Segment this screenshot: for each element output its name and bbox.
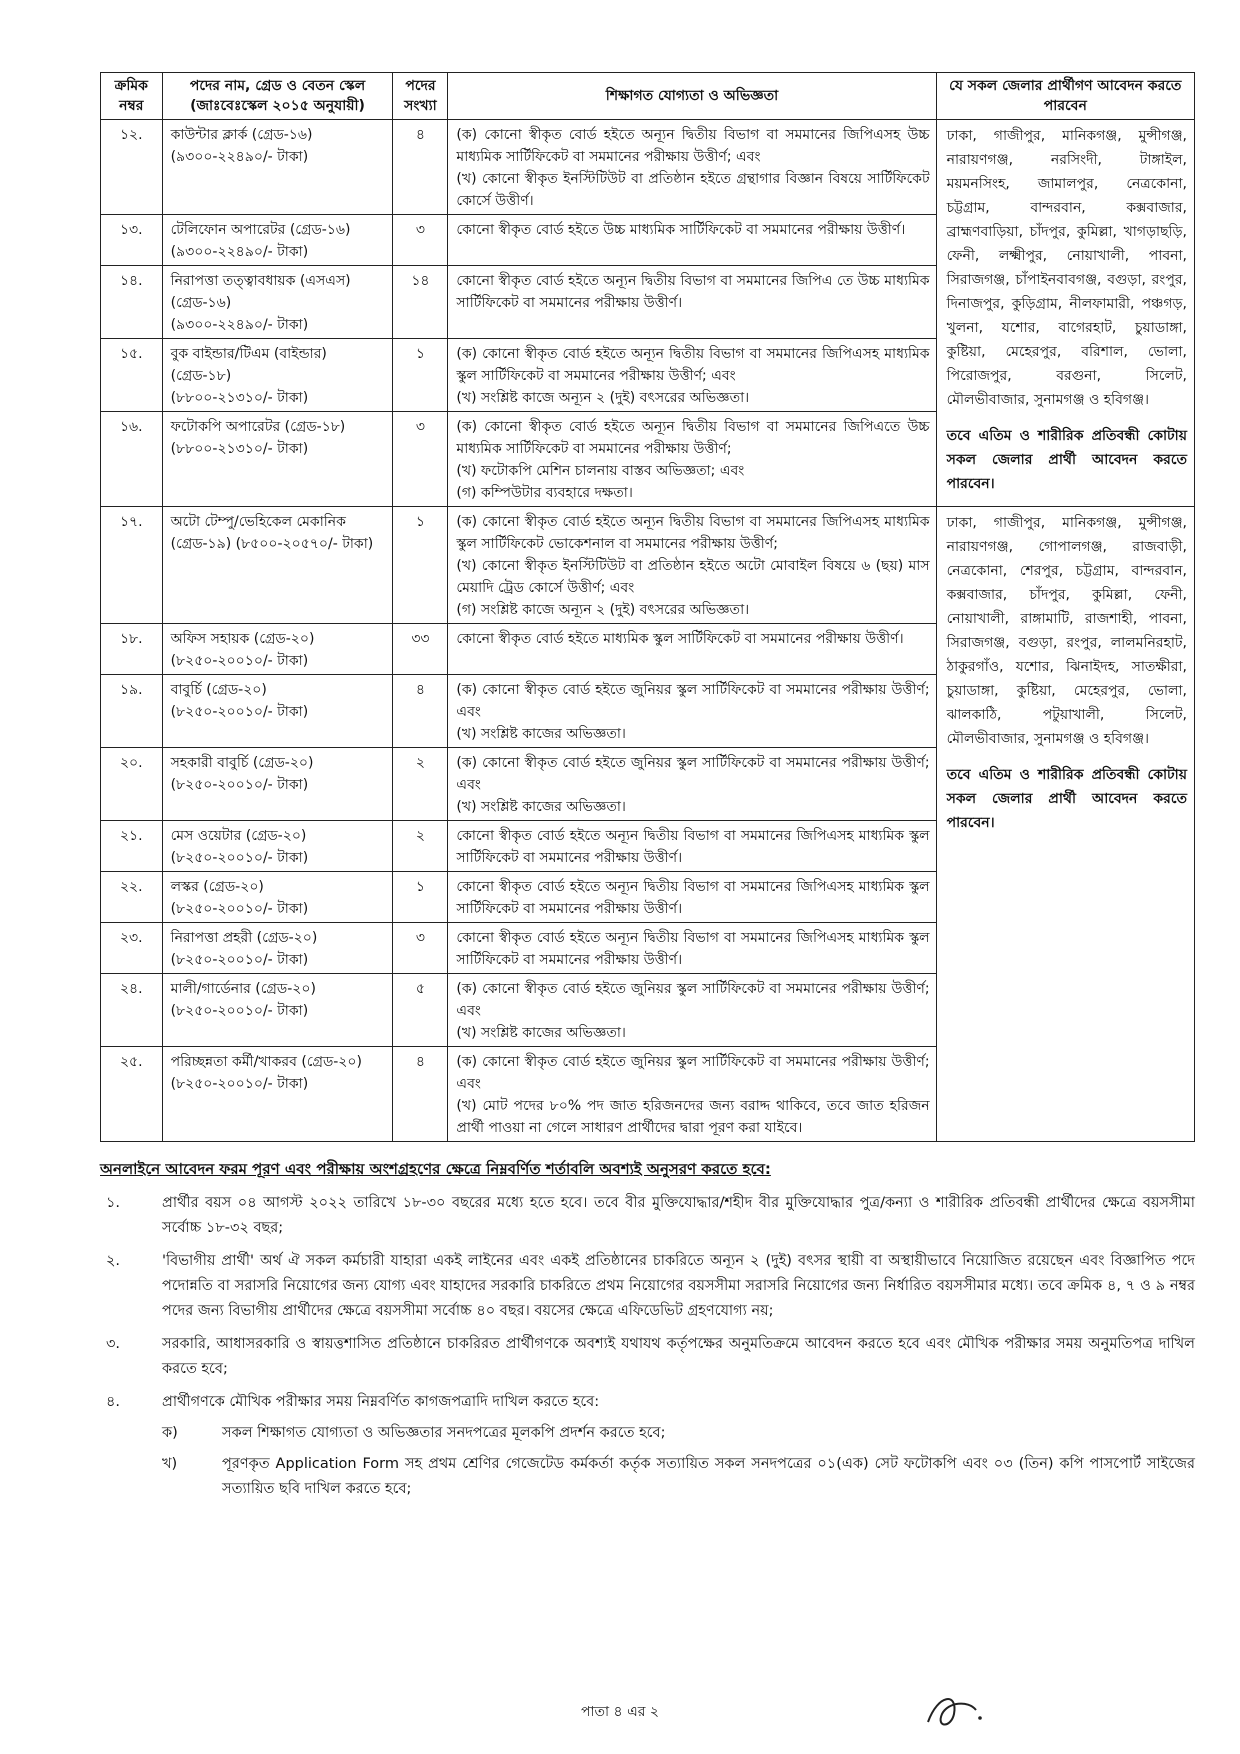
term-text: প্রার্থীগণকে মৌখিক পরীক্ষার সময় নিম্নবর্ণিত কাগজপত্রাদি দাখিল করতে হবে:	[162, 1394, 600, 1410]
term-item	[100, 1191, 1195, 1241]
qualification-line: (ক) কোনো স্বীকৃত বোর্ড হইতে অন্যূন দ্বিতীয় বিভাগ বা সমমানের জিপিএতে উচ্চ মাধ্যমিক সার্টিফিকেট বা সমমানের পরীক্ষায় উত্তীর্ণ;	[456, 419, 930, 457]
term-item	[100, 1249, 1195, 1324]
qualification-line: (খ) সংশ্লিষ্ট কাজের অভিজ্ঞতা।	[456, 1025, 626, 1041]
post-cell	[162, 266, 393, 339]
pay-scale: (৯৩০০-২২৪৯০/- টাকা)	[170, 317, 309, 333]
qualification-line: কোনো স্বীকৃত বোর্ড হইতে অন্যূন দ্বিতীয় বিভাগ বা সমমানের জিপিএসহ মাধ্যমিক স্কুল সার্টিফিকেট বা সমমানের পরীক্ষায় উত্তীর্ণ।	[456, 879, 930, 917]
serial-cell: ২২.	[101, 872, 163, 923]
pay-scale: (৮২৫০-২০০১০/- টাকা)	[170, 1003, 309, 1019]
jobs-table	[100, 72, 1195, 1142]
term-number: ১.	[106, 1195, 121, 1211]
serial-cell: ২৫.	[101, 1047, 163, 1142]
header-serial: ক্রমিক নম্বর	[101, 73, 163, 120]
post-cell	[162, 507, 393, 624]
serial-cell: ২১.	[101, 821, 163, 872]
header-qualification: শিক্ষাগত যোগ্যতা ও অভিজ্ঞতা	[448, 73, 936, 120]
districts-cell	[936, 120, 1194, 507]
districts-list: ঢাকা, গাজীপুর, মানিকগঞ্জ, মুন্সীগঞ্জ, নারায়ণগঞ্জ, গোপালগঞ্জ, রাজবাড়ী, নেত্রকোনা, শেরপুর, চট্টগ্রাম, বান্দরবান, কক্সবাজার, চাঁদপুর, কুমিল্লা, ফেনী, নোয়াখালী, রাঙ্গামাটি, রাজশাহী, পাবনা, সিরাজগঞ্জ, বগুড়া, রংপুর, লালমনিরহাট, ঠাকুরগাঁও, যশোর, ঝিনাইদহ, সাতক্ষীরা, চুয়াডাঙ্গা, কুষ্টিয়া, মেহেরপুর, ভোলা, ঝালকাঠি, পটুয়াখালী, সিলেট, মৌলভীবাজার, সুনামগঞ্জ ও হবিগঞ্জ।	[946, 515, 1187, 747]
term-item	[100, 1390, 1195, 1415]
serial-cell: ১৭.	[101, 507, 163, 624]
jobs-table-body	[101, 120, 1195, 1142]
post-name: নিরাপত্তা তত্ত্বাবধায়ক (এসএস) (গ্রেড-১৬)	[170, 273, 351, 311]
header-post: পদের নাম, গ্রেড ও বেতন স্কেল (জাঃবেঃস্কেল ২০১৫ অনুযায়ী)	[162, 73, 393, 120]
header-count: পদের সংখ্যা	[393, 73, 448, 120]
serial-cell: ১২.	[101, 120, 163, 215]
qualification-line: (ক) কোনো স্বীকৃত বোর্ড হইতে জুনিয়র স্কুল সার্টিফিকেট বা সমমানের পরীক্ষায় উত্তীর্ণ; এবং	[456, 1054, 930, 1092]
subterm-item	[100, 1421, 1195, 1446]
post-cell	[162, 339, 393, 412]
post-name: অফিস সহায়ক (গ্রেড-২০)	[170, 631, 315, 647]
post-count-cell: ২	[393, 821, 448, 872]
qualification-line: (খ) ফটোকপি মেশিন চালনায় বাস্তব অভিজ্ঞতা; এবং	[456, 463, 745, 479]
serial-cell: ২৩.	[101, 923, 163, 974]
qualification-line: (খ) সংশ্লিষ্ট কাজের অভিজ্ঞতা।	[456, 726, 626, 742]
post-count-cell: ৩৩	[393, 624, 448, 675]
qualification-cell	[448, 748, 936, 821]
serial-cell: ১৫.	[101, 339, 163, 412]
post-cell	[162, 821, 393, 872]
post-count-cell: ১	[393, 507, 448, 624]
pay-scale: (৮২৫০-২০০১০/- টাকা)	[170, 850, 309, 866]
terms-sublist	[100, 1421, 1195, 1502]
header-districts: যে সকল জেলার প্রার্থীগণ আবেদন করতে পারবেন	[936, 73, 1194, 120]
post-cell	[162, 748, 393, 821]
post-count-cell: ৪	[393, 1047, 448, 1142]
document-page	[100, 72, 1195, 1502]
qualification-cell	[448, 1047, 936, 1142]
table-row	[101, 507, 1195, 624]
qualification-line: (গ) কম্পিউটার ব্যবহারে দক্ষতা।	[456, 485, 633, 501]
qualification-cell	[448, 624, 936, 675]
qualification-line: কোনো স্বীকৃত বোর্ড হইতে অন্যূন দ্বিতীয় বিভাগ বা সমমানের জিপিএ তে উচ্চ মাধ্যমিক সার্টিফিকেট বা সমমানের পরীক্ষায় উত্তীর্ণ।	[456, 273, 930, 311]
post-cell	[162, 1047, 393, 1142]
qualification-line: (খ) কোনো স্বীকৃত ইনস্টিটিউট বা প্রতিষ্ঠান হইতে অটো মোবাইল বিষয়ে ৬ (ছয়) মাস মেয়াদি ট্রেড কোর্সে উত্তীর্ণ; এবং	[456, 558, 930, 596]
post-cell	[162, 412, 393, 507]
qualification-cell	[448, 507, 936, 624]
serial-cell: ১৮.	[101, 624, 163, 675]
post-cell	[162, 215, 393, 266]
terms-list	[100, 1191, 1195, 1415]
subterm-item	[100, 1452, 1195, 1502]
qualification-cell	[448, 120, 936, 215]
qualification-line: কোনো স্বীকৃত বোর্ড হইতে অন্যূন দ্বিতীয় বিভাগ বা সমমানের জিপিএসহ মাধ্যমিক স্কুল সার্টিফিকেট বা সমমানের পরীক্ষায় উত্তীর্ণ।	[456, 828, 930, 866]
serial-cell: ১৪.	[101, 266, 163, 339]
quota-note: তবে এতিম ও শারীরিক প্রতিবন্ধী কোটায় সকল জেলার প্রার্থী আবেদন করতে পারবেন।	[946, 428, 1187, 492]
qualification-cell	[448, 266, 936, 339]
post-cell	[162, 872, 393, 923]
subterm-number: খ)	[162, 1456, 178, 1472]
qualification-cell	[448, 923, 936, 974]
serial-cell: ১৩.	[101, 215, 163, 266]
post-count-cell: ১	[393, 339, 448, 412]
districts-cell	[936, 507, 1194, 1142]
qualification-line: কোনো স্বীকৃত বোর্ড হইতে মাধ্যমিক স্কুল সার্টিফিকেট বা সমমানের পরীক্ষায় উত্তীর্ণ।	[456, 631, 904, 647]
post-name: মালী/গার্ডেনার (গ্রেড-২০)	[170, 981, 316, 997]
pay-scale: (৮২৫০-২০০১০/- টাকা)	[170, 952, 309, 968]
post-count-cell: ২	[393, 748, 448, 821]
qualification-cell	[448, 412, 936, 507]
post-name: নিরাপত্তা প্রহরী (গ্রেড-২০)	[170, 930, 318, 946]
post-cell	[162, 974, 393, 1047]
post-name: অটো টেম্পু/ভেহিকেল মেকানিক	[170, 514, 346, 530]
table-row	[101, 120, 1195, 215]
signature-icon	[918, 1684, 988, 1734]
serial-cell: ২০.	[101, 748, 163, 821]
qualification-line: (ক) কোনো স্বীকৃত বোর্ড হইতে অন্যূন দ্বিতীয় বিভাগ বা সমমানের জিপিএসহ মাধ্যমিক স্কুল সার্টিফিকেট বা সমমানের পরীক্ষায় উত্তীর্ণ; এবং	[456, 346, 930, 384]
pay-scale: (৮২৫০-২০০১০/- টাকা)	[170, 777, 309, 793]
post-count-cell: ৩	[393, 923, 448, 974]
post-count-cell: ৩	[393, 215, 448, 266]
serial-cell: ১৯.	[101, 675, 163, 748]
term-number: ৩.	[106, 1336, 121, 1352]
terms-heading: অনলাইনে আবেদন ফরম পূরণ এবং পরীক্ষায় অংশগ্রহণের ক্ষেত্রে নিম্নবর্ণিত শর্তাবলি অবশ্যই অনুসরণ করতে হবে:	[100, 1160, 771, 1178]
post-count-cell: ৪	[393, 675, 448, 748]
post-name: মেস ওয়েটার (গ্রেড-২০)	[170, 828, 307, 844]
qualification-line: কোনো স্বীকৃত বোর্ড হইতে উচ্চ মাধ্যমিক সার্টিফিকেট বা সমমানের পরীক্ষায় উত্তীর্ণ।	[456, 222, 906, 238]
qualification-line: (ক) কোনো স্বীকৃত বোর্ড হইতে জুনিয়র স্কুল সার্টিফিকেট বা সমমানের পরীক্ষায় উত্তীর্ণ; এবং	[456, 981, 930, 1019]
qualification-line: (খ) সংশ্লিষ্ট কাজে অন্যূন ২ (দুই) বৎসরের অভিজ্ঞতা।	[456, 390, 750, 406]
table-header-row	[101, 73, 1195, 120]
term-number: ৪.	[106, 1394, 121, 1410]
post-name: কাউন্টার ক্লার্ক (গ্রেড-১৬)	[170, 127, 313, 143]
term-text: 'বিভাগীয় প্রার্থী' অর্থ ঐ সকল কর্মচারী যাহারা একই লাইনের এবং একই প্রতিষ্ঠানের চাকরিতে অন্যূন ২ (দুই) বৎসর স্থায়ী বা অস্থায়ীভাবে নিয়োজিত রয়েছেন এবং বিজ্ঞাপিত পদে পদোন্নতি বা সরাসরি নিয়োগের জন্য যোগ্য এবং যাহাদের সরকারি চাকরিতে প্রথম নিয়োগের বয়সসীমা সরাসরি নিয়োগের জন্য নির্ধারিত বয়সসীমার মধ্যে। তবে ক্রমিক ৪, ৭ ও ৯ নম্বর পদের জন্য বিভাগীয় প্রার্থীদের ক্ষেত্রে বয়সসীমা সর্বোচ্চ ৪০ বছর। বয়সের ক্ষেত্রে এফিডেভিট গ্রহণযোগ্য নয়;	[162, 1253, 1195, 1319]
quota-note: তবে এতিম ও শারীরিক প্রতিবন্ধী কোটায় সকল জেলার প্রার্থী আবেদন করতে পারবেন।	[946, 767, 1187, 831]
post-count-cell: ১৪	[393, 266, 448, 339]
districts-list: ঢাকা, গাজীপুর, মানিকগঞ্জ, মুন্সীগঞ্জ, নারায়ণগঞ্জ, নরসিংদী, টাঙ্গাইল, ময়মনসিংহ, জামালপুর, নেত্রকোনা, চট্টগ্রাম, বান্দরবান, কক্সবাজার, ব্রাহ্মণবাড়িয়া, চাঁদপুর, কুমিল্লা, খাগড়াছড়ি, ফেনী, লক্ষ্মীপুর, নোয়াখালী, পাবনা, সিরাজগঞ্জ, চাঁপাইনবাবগঞ্জ, বগুড়া, রংপুর, দিনাজপুর, কুড়িগ্রাম, নীলফামারী, পঞ্চগড়, খুলনা, যশোর, বাগেরহাট, চুয়াডাঙ্গা, কুষ্টিয়া, মেহেরপুর, বরিশাল, ভোলা, পিরোজপুর, বরগুনা, সিলেট, মৌলভীবাজার, সুনামগঞ্জ ও হবিগঞ্জ।	[946, 128, 1187, 408]
qualification-cell	[448, 821, 936, 872]
page-number: পাতা ৪ এর ২	[580, 1704, 660, 1720]
post-name: বাবুর্চি (গ্রেড-২০)	[170, 682, 267, 698]
qualification-cell	[448, 215, 936, 266]
term-number: ২.	[106, 1253, 121, 1269]
qualification-cell	[448, 339, 936, 412]
post-name: ফটোকপি অপারেটর (গ্রেড-১৮)	[170, 419, 346, 435]
post-name: সহকারী বাবুর্চি (গ্রেড-২০)	[170, 755, 314, 771]
post-count-cell: ৩	[393, 412, 448, 507]
qualification-cell	[448, 872, 936, 923]
post-count-cell: ১	[393, 872, 448, 923]
term-text: সরকারি, আধাসরকারি ও স্বায়ত্তশাসিত প্রতিষ্ঠানে চাকরিরত প্রার্থীগণকে অবশ্যই যথাযথ কর্তৃপক্ষের অনুমতিক্রমে আবেদন করতে হবে এবং মৌখিক পরীক্ষার সময় অনুমতিপত্র দাখিল করতে হবে;	[162, 1336, 1195, 1377]
post-name: টেলিফোন অপারেটর (গ্রেড-১৬)	[170, 222, 351, 238]
post-name: বুক বাইন্ডার/টিএম (বাইন্ডার) (গ্রেড-১৮)	[170, 346, 327, 384]
qualification-line: (ক) কোনো স্বীকৃত বোর্ড হইতে অন্যূন দ্বিতীয় বিভাগ বা সমমানের জিপিএসহ মাধ্যমিক স্কুল সার্টিফিকেট ভোকেশনাল বা সমমানের পরীক্ষায় উত্তীর্ণ;	[456, 514, 930, 552]
pay-scale: (৮২৫০-২০০১০/- টাকা)	[170, 1076, 309, 1092]
pay-scale: (৮২৫০-২০০১০/- টাকা)	[170, 653, 309, 669]
post-cell	[162, 923, 393, 974]
qualification-line: (খ) কোনো স্বীকৃত ইনস্টিটিউট বা প্রতিষ্ঠান হইতে গ্রন্থাগার বিজ্ঞান বিষয়ে সার্টিফিকেট কোর্সে উত্তীর্ণ।	[456, 171, 930, 209]
qualification-line: (ক) কোনো স্বীকৃত বোর্ড হইতে জুনিয়র স্কুল সার্টিফিকেট বা সমমানের পরীক্ষায় উত্তীর্ণ; এবং	[456, 682, 930, 720]
pay-scale: (৮৮০০-২১৩১০/- টাকা)	[170, 441, 309, 457]
serial-cell: ২৪.	[101, 974, 163, 1047]
term-text: প্রার্থীর বয়স ০৪ আগস্ট ২০২২ তারিখে ১৮-৩০ বছরের মধ্যে হতে হবে। তবে বীর মুক্তিযোদ্ধার/শহীদ বীর মুক্তিযোদ্ধার পুত্র/কন্যা ও শারীরিক প্রতিবন্ধী প্রার্থীদের ক্ষেত্রে বয়সসীমা সর্বোচ্চ ১৮-৩২ বছর;	[162, 1195, 1195, 1236]
subterm-text: সকল শিক্ষাগত যোগ্যতা ও অভিজ্ঞতার সনদপত্রের মূলকপি প্রদর্শন করতে হবে;	[222, 1425, 666, 1441]
pay-scale: (৯৩০০-২২৪৯০/- টাকা)	[170, 149, 309, 165]
post-cell	[162, 624, 393, 675]
qualification-cell	[448, 675, 936, 748]
post-name: পরিচ্ছন্নতা কর্মী/খাকরব (গ্রেড-২০)	[170, 1054, 362, 1070]
post-count-cell: ৪	[393, 120, 448, 215]
post-cell	[162, 120, 393, 215]
post-count-cell: ৫	[393, 974, 448, 1047]
pay-scale: (৮২৫০-২০০১০/- টাকা)	[170, 704, 309, 720]
qualification-cell	[448, 974, 936, 1047]
post-cell	[162, 675, 393, 748]
pay-scale: (গ্রেড-১৯) (৮৫০০-২০৫৭০/- টাকা)	[170, 536, 374, 552]
qualification-line: (খ) মোট পদের ৮০% পদ জাত হরিজনদের জন্য বরাদ্দ থাকিবে, তবে জাত হরিজন প্রার্থী পাওয়া না গেলে সাধারণ প্রার্থীদের দ্বারা পূরণ করা যাইবে।	[456, 1098, 930, 1136]
qualification-line: (ক) কোনো স্বীকৃত বোর্ড হইতে জুনিয়র স্কুল সার্টিফিকেট বা সমমানের পরীক্ষায় উত্তীর্ণ; এবং	[456, 755, 930, 793]
qualification-line: (গ) সংশ্লিষ্ট কাজে অন্যূন ২ (দুই) বৎসরের অভিজ্ঞতা।	[456, 602, 750, 618]
pay-scale: (৮৮০০-২১৩১০/- টাকা)	[170, 390, 309, 406]
subterm-text: পূরণকৃত Application Form সহ প্রথম শ্রেণির গেজেটেড কর্মকর্তা কর্তৃক সত্যায়িত সকল সনদপত্রের ০১(এক) সেট ফটোকপি এবং ০৩ (তিন) কপি পাসপোর্ট সাইজের সত্যায়িত ছবি দাখিল করতে হবে;	[222, 1456, 1195, 1497]
subterm-number: ক)	[162, 1425, 178, 1441]
pay-scale: (৮২৫০-২০০১০/- টাকা)	[170, 901, 309, 917]
post-name: লস্কর (গ্রেড-২০)	[170, 879, 264, 895]
serial-cell: ১৬.	[101, 412, 163, 507]
qualification-line: (ক) কোনো স্বীকৃত বোর্ড হইতে অন্যূন দ্বিতীয় বিভাগ বা সমমানের জিপিএসহ উচ্চ মাধ্যমিক সার্টিফিকেট বা সমমানের পরীক্ষায় উত্তীর্ণ; এবং	[456, 127, 930, 165]
qualification-line: (খ) সংশ্লিষ্ট কাজের অভিজ্ঞতা।	[456, 799, 626, 815]
term-item	[100, 1332, 1195, 1382]
qualification-line: কোনো স্বীকৃত বোর্ড হইতে অন্যূন দ্বিতীয় বিভাগ বা সমমানের জিপিএসহ মাধ্যমিক স্কুল সার্টিফিকেট বা সমমানের পরীক্ষায় উত্তীর্ণ।	[456, 930, 930, 968]
pay-scale: (৯৩০০-২২৪৯০/- টাকা)	[170, 244, 309, 260]
